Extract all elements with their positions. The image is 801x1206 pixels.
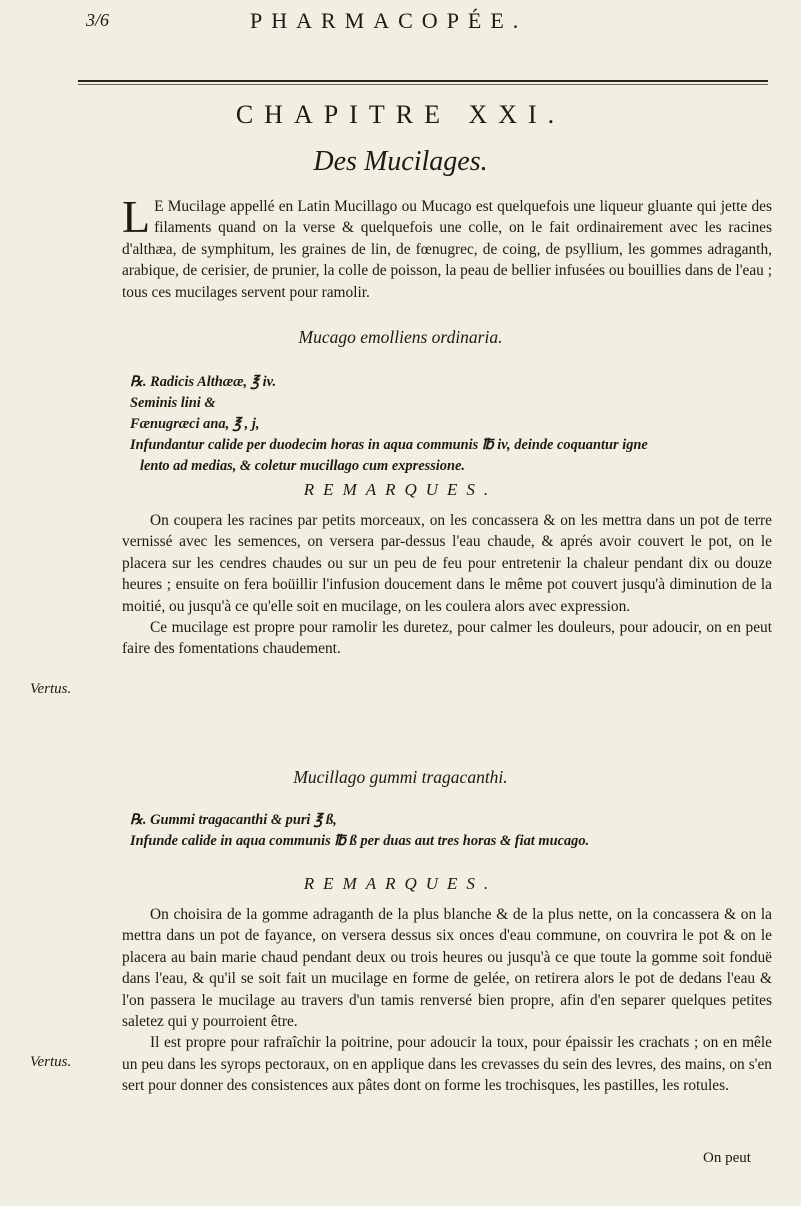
recipe-line: Fænugræci ana, ℥ , j,: [130, 416, 260, 432]
section2-margin-note: Vertus.: [30, 1054, 72, 1070]
header-rule-thin: [78, 84, 768, 85]
section2-paragraph1: On choisira de la gomme adraganth de la plus blanche & de la plus nette, on la concassera & on la mettra dans un pot de fayance, on versera dessus six onces d'eau commune, on couvrira le pot & on le placera au bain marie chaud pendant deux ou trois heures ou jusqu'à ce que toute la gomme soit fonduë dans l'eau, & qu'il se soit fait un mucilage en forme de gelée, on retirera alors le pot de dedans l'eau & l'on passera le mucilage au travers d'un tamis renversé bien propre, afin d'en separer quelques petites saletez qui y pourroient être.: [122, 906, 772, 1031]
recipe-line: Infunde calide in aqua communis ℔ ß per duas aut tres horas & fiat mucago.: [130, 833, 590, 849]
section1-remarques: REMARQUES.: [303, 480, 498, 499]
section1-recipe: [130, 372, 780, 477]
recipe-line: Infundantur calide per duodecim horas in aqua communis ℔ iv, deinde coquantur igne: [130, 437, 648, 453]
section1-heading: Mucago emolliens ordinaria.: [298, 327, 503, 347]
intro-paragraph: [122, 191, 772, 303]
section2-remarques: REMARQUES.: [303, 874, 498, 893]
section2-text: [122, 904, 772, 1097]
catchword: On peut: [703, 1150, 751, 1166]
drop-cap: L: [122, 191, 151, 242]
section1-margin-note: Vertus.: [30, 681, 72, 697]
section1-paragraph1: On coupera les racines par petits morceaux, on les concassera & on les mettra dans un pot de terre vernissé avec les semences, on versera par-dessus l'eau chaude, & aprés avoir couvert le pot, on le placera sur les cendres chaudes ou sur un peu de feu pour entretenir la chaleur pendant dix ou douze heures ; ensuite on fera boüillir l'infusion doucement dans le même pot couvert jusqu'à diminution de la moitié, ou jusqu'à ce qu'elle soit en mucilage, on les coulera alors avec expression.: [122, 512, 772, 615]
recipe-line: ℞. Radicis Althææ, ℥ iv.: [130, 374, 277, 390]
section2-heading: Mucillago gummi tragacanthi.: [293, 767, 508, 787]
section2-paragraph2: Il est propre pour rafraîchir la poitrine, pour adoucir la toux, pour épaissir les crachats ; on en mêle un peu dans les syrops pectoraux, on en applique dans les crevasses du sein des levres, des mains, on s'en sert pour donner des consistences aux pâtes dont on forme les trochisques, les pastilles, les rotules.: [122, 1034, 772, 1095]
section1-text: [122, 510, 772, 660]
running-head: [0, 6, 801, 40]
page-number: 3/6: [86, 10, 110, 30]
recipe-line: ℞. Gummi tragacanthi & puri ℥ ß,: [130, 812, 337, 828]
section2-recipe: [130, 810, 780, 852]
recipe-line: Seminis lini &: [130, 395, 216, 411]
chapter-title: CHAPITRE XXI.: [235, 100, 566, 129]
recipe-line: lento ad medias, & coletur mucillago cum expressione.: [140, 458, 465, 474]
chapter-subtitle: Des Mucilages.: [313, 146, 488, 177]
intro-text: E Mucilage appellé en Latin Mucillago ou Mucago est quelquefois une liqueur gluante qui jette des filaments quand on la verse & quelquefois une colle, on le fait ordinairement avec les racines d'althæa, de symphitum, les graines de lin, de fœnugrec, de coing, de psyllium, les gommes adraganth, arabique, de cerisier, de prunier, la colle de poisson, la peau de bellier infusées ou bouillies dans de l'eau ; tous ces mucilages servent pour ramolir.: [122, 198, 772, 301]
header-rule: [78, 80, 768, 82]
section1-paragraph2: Ce mucilage est propre pour ramolir les duretez, pour calmer les douleurs, pour adoucir, on en peut faire des fomentations chaudement.: [122, 619, 772, 658]
running-title: PHARMACOPÉE.: [250, 8, 528, 33]
